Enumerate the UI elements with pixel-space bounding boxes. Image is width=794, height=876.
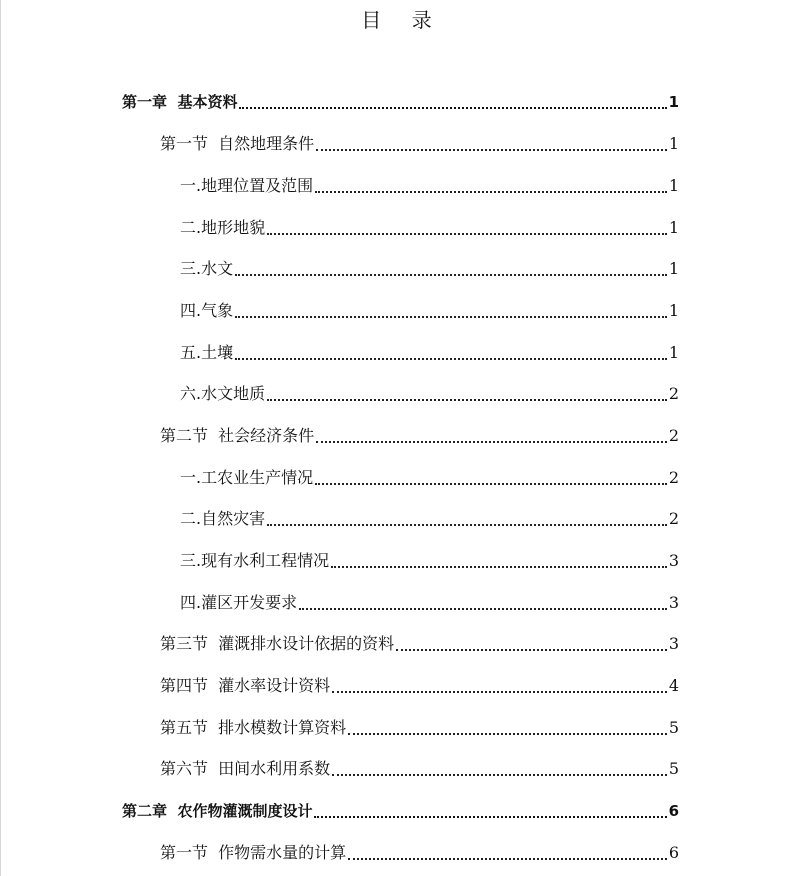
dot-leader: [299, 608, 667, 610]
toc-entry-section[interactable]: [160, 630, 679, 654]
toc-entry-label: 第四节 灌水率设计资料: [160, 676, 331, 695]
dot-leader: [348, 858, 667, 860]
toc-entry-page: 1: [668, 301, 679, 320]
toc-entry-label: 三.水文: [180, 259, 234, 278]
toc-entry-page: 1: [668, 176, 679, 195]
toc-entry-page: 6: [668, 802, 679, 820]
toc-entry-subsection[interactable]: [180, 464, 679, 488]
toc-entry-label: 第六节 田间水利用系数: [160, 759, 331, 778]
dot-leader: [396, 649, 667, 651]
toc-entry-label: 六.水文地质: [180, 384, 266, 403]
toc-entry-chapter-2[interactable]: [122, 797, 679, 821]
toc-entry-label: 第二节 社会经济条件: [160, 426, 315, 445]
toc-entry-subsection[interactable]: [180, 214, 679, 238]
dot-leader: [267, 399, 667, 401]
dot-leader: [314, 816, 666, 818]
toc-entry-page: 2: [668, 426, 679, 445]
toc-entry-page: 3: [668, 634, 679, 653]
toc-entry-label: 二.地形地貌: [180, 218, 266, 237]
toc-entry-page: 3: [668, 593, 679, 612]
toc-entry-section[interactable]: [160, 130, 679, 154]
dot-leader: [331, 566, 667, 568]
dot-leader: [235, 316, 667, 318]
toc-entry-page: 3: [668, 551, 679, 570]
toc-entry-page: 1: [668, 259, 679, 278]
toc-entry-chapter-1[interactable]: [122, 88, 679, 112]
dot-leader: [235, 358, 667, 360]
toc-entry-subsection[interactable]: [180, 172, 679, 196]
toc-entry-label: 第五节 排水模数计算资料: [160, 718, 347, 737]
toc-entry-subsection[interactable]: [180, 505, 679, 529]
toc-entry-page: 1: [668, 134, 679, 153]
toc-entry-subsection[interactable]: [180, 297, 679, 321]
toc-entry-section[interactable]: [160, 714, 679, 738]
dot-leader: [267, 233, 667, 235]
toc-entry-label: 三.现有水利工程情况: [180, 551, 330, 570]
toc-entry-page: 2: [668, 384, 679, 403]
toc-entry-page: 5: [668, 718, 679, 737]
dot-leader: [332, 691, 667, 693]
toc-entry-page: 2: [668, 509, 679, 528]
dot-leader: [316, 149, 667, 151]
toc-entry-page: 1: [668, 343, 679, 362]
toc-entry-page: 6: [668, 843, 679, 862]
dot-leader: [267, 524, 667, 526]
dot-leader: [332, 774, 667, 776]
toc-entry-label: 第一章 基本资料: [122, 93, 238, 111]
toc-entry-label: 第一节 作物需水量的计算: [160, 843, 347, 862]
toc-entry-label: 五.土壤: [180, 343, 234, 362]
toc-entry-subsection[interactable]: [180, 380, 679, 404]
dot-leader: [315, 191, 667, 193]
toc-entry-label: 四.灌区开发要求: [180, 593, 298, 612]
toc-entry-page: 1: [668, 218, 679, 237]
toc-entry-page: 5: [668, 759, 679, 778]
dot-leader: [235, 274, 667, 276]
dot-leader: [348, 733, 667, 735]
toc-entry-label: 第一节 自然地理条件: [160, 134, 315, 153]
toc-entry-section[interactable]: [160, 672, 679, 696]
toc-entry-subsection[interactable]: [180, 547, 679, 571]
toc-entry-subsection[interactable]: [180, 589, 679, 613]
toc-entry-section[interactable]: [160, 839, 679, 863]
toc-title: 目 录: [361, 8, 433, 32]
toc-entry-label: 一.地理位置及范围: [180, 176, 314, 195]
toc-entry-label: 第二章 农作物灌溉制度设计: [122, 802, 313, 820]
dot-leader: [315, 483, 667, 485]
toc-entry-subsection[interactable]: [180, 255, 679, 279]
toc-entry-section[interactable]: [160, 422, 679, 446]
toc-entry-subsection[interactable]: [180, 339, 679, 363]
toc-entry-page: 4: [668, 676, 679, 695]
toc-entry-section[interactable]: [160, 755, 679, 779]
toc-entry-label: 二.自然灾害: [180, 509, 266, 528]
toc-entry-label: 一.工农业生产情况: [180, 468, 314, 487]
toc-entry-page: 1: [668, 93, 679, 111]
dot-leader: [316, 441, 667, 443]
dot-leader: [239, 107, 666, 109]
toc-entry-label: 四.气象: [180, 301, 234, 320]
toc-entry-page: 2: [668, 468, 679, 487]
toc-entry-label: 第三节 灌溉排水设计依据的资料: [160, 634, 395, 653]
